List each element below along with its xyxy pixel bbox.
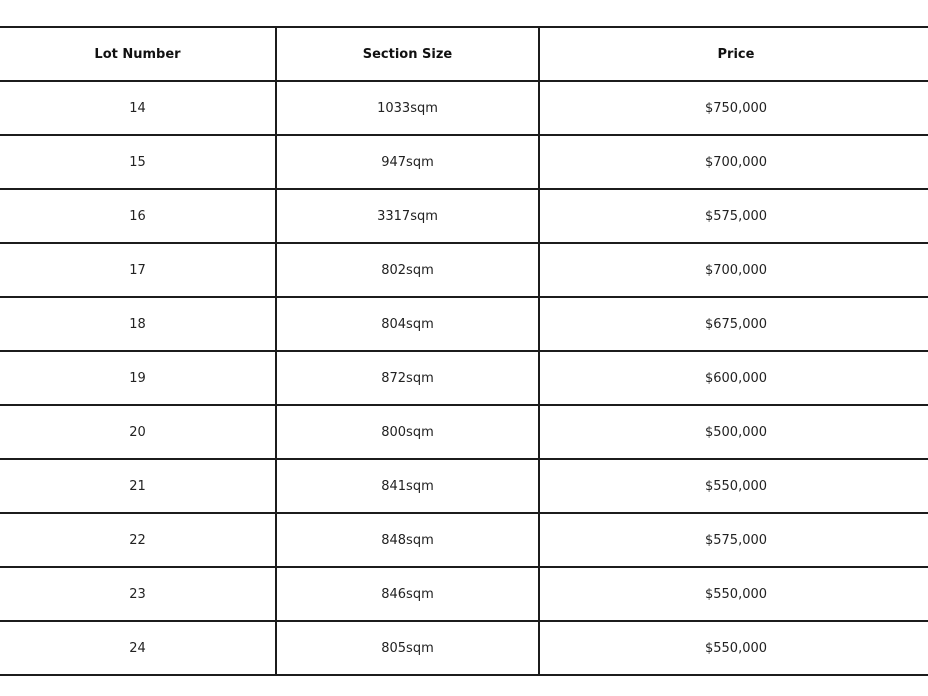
section-size-cell: 947sqm: [276, 135, 539, 189]
price-cell: $550,000: [539, 567, 928, 621]
table-row: [0, 567, 928, 621]
section-size-cell: 3317sqm: [276, 189, 539, 243]
lot-number-cell: 18: [0, 297, 276, 351]
table-row: [0, 297, 928, 351]
price-cell: $700,000: [539, 243, 928, 297]
price-cell: $550,000: [539, 621, 928, 675]
table-row: [0, 513, 928, 567]
price-cell: $600,000: [539, 351, 928, 405]
section-size-cell: 841sqm: [276, 459, 539, 513]
lot-number-cell: 17: [0, 243, 276, 297]
lot-number-cell: 14: [0, 81, 276, 135]
lot-pricing-table: [0, 26, 928, 676]
table-row: [0, 189, 928, 243]
price-cell: $750,000: [539, 81, 928, 135]
header-price: Price: [539, 27, 928, 81]
table-row: [0, 621, 928, 675]
price-cell: $550,000: [539, 459, 928, 513]
section-size-cell: 848sqm: [276, 513, 539, 567]
lot-number-cell: 20: [0, 405, 276, 459]
lot-number-cell: 16: [0, 189, 276, 243]
section-size-cell: 805sqm: [276, 621, 539, 675]
section-size-cell: 846sqm: [276, 567, 539, 621]
lot-number-cell: 23: [0, 567, 276, 621]
table-row: [0, 351, 928, 405]
price-cell: $675,000: [539, 297, 928, 351]
table-header-row: [0, 27, 928, 81]
table-row: [0, 81, 928, 135]
lot-number-cell: 21: [0, 459, 276, 513]
lot-number-cell: 15: [0, 135, 276, 189]
lot-pricing-table-container: [0, 26, 928, 676]
table-row: [0, 405, 928, 459]
price-cell: $575,000: [539, 513, 928, 567]
price-cell: $500,000: [539, 405, 928, 459]
lot-number-cell: 24: [0, 621, 276, 675]
price-cell: $575,000: [539, 189, 928, 243]
section-size-cell: 800sqm: [276, 405, 539, 459]
lot-number-cell: 22: [0, 513, 276, 567]
header-lot-number: Lot Number: [0, 27, 276, 81]
table-row: [0, 135, 928, 189]
price-cell: $700,000: [539, 135, 928, 189]
section-size-cell: 804sqm: [276, 297, 539, 351]
section-size-cell: 802sqm: [276, 243, 539, 297]
section-size-cell: 872sqm: [276, 351, 539, 405]
section-size-cell: 1033sqm: [276, 81, 539, 135]
lot-number-cell: 19: [0, 351, 276, 405]
table-row: [0, 243, 928, 297]
table-row: [0, 459, 928, 513]
header-section-size: Section Size: [276, 27, 539, 81]
